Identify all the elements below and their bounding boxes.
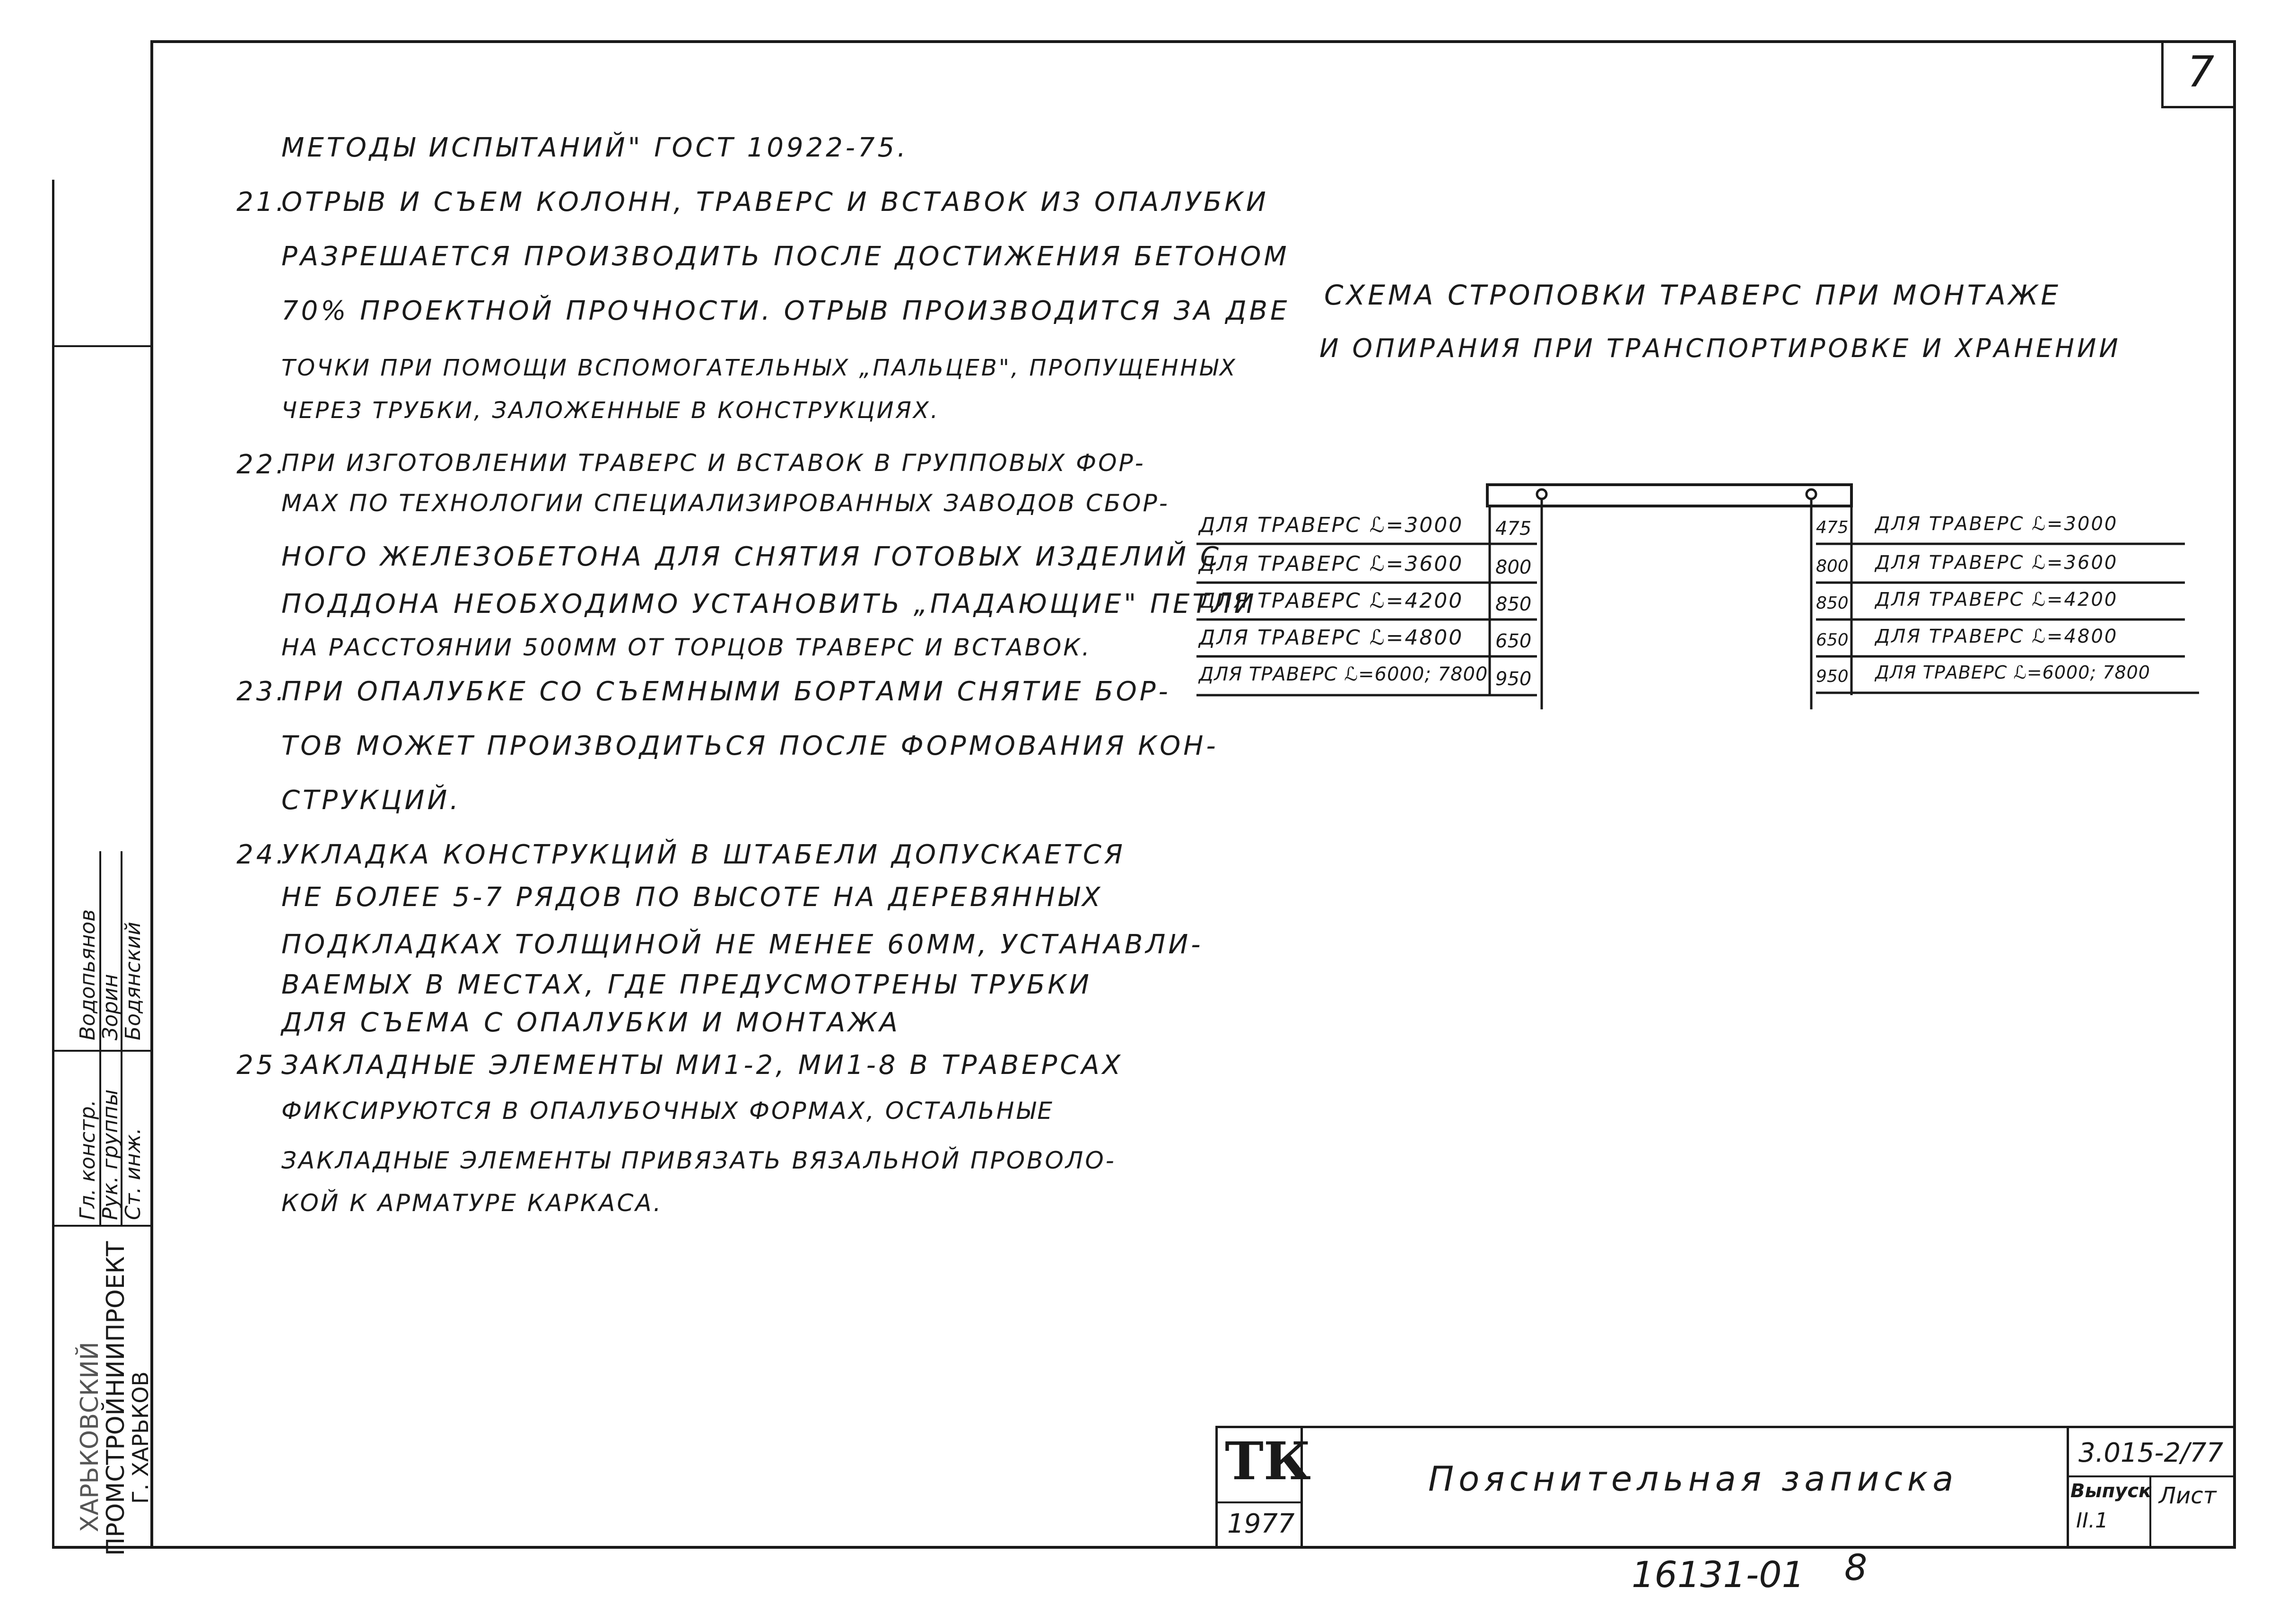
right-row-value-1: 475: [1816, 518, 1849, 537]
side-role-1: Гл. констр.: [76, 1099, 100, 1220]
title-block-top: [1215, 1426, 2235, 1428]
page-number: 7: [2187, 47, 2215, 97]
title-block-left: [1215, 1426, 1218, 1548]
title-block-sheet-label: Лист: [2159, 1483, 2217, 1509]
right-row-label-3: ДЛЯ ТРАВЕРС ℒ=4200: [1875, 589, 2118, 611]
right-row-label-1: ДЛЯ ТРАВЕРС ℒ=3000: [1875, 513, 2118, 535]
note-22-line-5: НА РАССТОЯНИИ 500ММ ОТ ТОРЦОВ ТРАВЕРС И ВСТАВОК.: [281, 634, 1091, 661]
note-24-line-4: ВАЕМЫХ В МЕСТАХ, ГДЕ ПРЕДУСМОТРЕНЫ ТРУБКИ: [281, 969, 1092, 1000]
title-block-code: 3.015-2/77: [2078, 1438, 2224, 1468]
right-row-label-4: ДЛЯ ТРАВЕРС ℒ=4800: [1875, 626, 2118, 647]
note-21-line-3: 70% ПРОЕКТНОЙ ПРОЧНОСТИ. ОТРЫВ ПРОИЗВОДИТСЯ ЗА ДВЕ: [281, 296, 1290, 326]
scheme-title-line2: И ОПИРАНИЯ ПРИ ТРАНСПОРТИРОВКЕ И ХРАНЕНИИ: [1319, 333, 2121, 363]
left-row-value-1: 475: [1495, 518, 1532, 540]
left-row-label-1: ДЛЯ ТРАВЕРС ℒ=3000: [1199, 513, 1464, 537]
note-24-line-5: ДЛЯ СЪЕМА С ОПАЛУБКИ И МОНТАЖА: [281, 1007, 900, 1038]
note-number-21: 21.: [236, 187, 288, 218]
side-org-line3: Г. ХАРЬКОВ: [128, 1371, 153, 1504]
title-block-code-sep: [2067, 1426, 2069, 1548]
right-row-value-3: 850: [1816, 593, 1849, 613]
note-25-line-3: ЗАКЛАДНЫЕ ЭЛЕМЕНТЫ ПРИВЯЗАТЬ ВЯЗАЛЬНОЙ ПРОВОЛО-: [281, 1147, 1116, 1174]
side-role-2: Рук. группы: [98, 1089, 122, 1220]
notes-intro: МЕТОДЫ ИСПЫТАНИЙ" ГОСТ 10922-75.: [281, 132, 909, 163]
title-block-issue-value: II.1: [2076, 1509, 2108, 1533]
note-number-22: 22.: [236, 449, 288, 480]
note-24-line-1: УКЛАДКА КОНСТРУКЦИЙ В ШТАБЕЛИ ДОПУСКАЕТСЯ: [281, 839, 1126, 870]
left-row-value-5: 950: [1495, 668, 1532, 690]
left-row-label-3: ДЛЯ ТРАВЕРС ℒ=4200: [1199, 589, 1464, 613]
note-22-line-4: ПОДДОНА НЕОБХОДИМО УСТАНОВИТЬ „ПАДАЮЩИЕ" ПЕТЛИ: [281, 589, 1257, 619]
note-23-line-3: СТРУКЦИЙ.: [281, 785, 462, 816]
title-block-year: 1977: [1227, 1509, 1295, 1539]
right-row-value-2: 800: [1816, 557, 1849, 576]
note-22-line-1: ПРИ ИЗГОТОВЛЕНИИ ТРАВЕРС И ВСТАВОК В ГРУППОВЫХ ФОР-: [281, 449, 1145, 477]
side-name-2: Зорин: [98, 974, 122, 1040]
right-row-label-5: ДЛЯ ТРАВЕРС ℒ=6000; 7800: [1875, 662, 2150, 683]
note-25-line-2: ФИКСИРУЮТСЯ В ОПАЛУБОЧНЫХ ФОРМАХ, ОСТАЛЬНЫЕ: [281, 1097, 1054, 1125]
note-24-line-3: ПОДКЛАДКАХ ТОЛЩИНОЙ НЕ МЕНЕЕ 60ММ, УСТАНАВЛИ-: [281, 929, 1204, 960]
note-21-line-2: РАЗРЕШАЕТСЯ ПРОИЗВОДИТЬ ПОСЛЕ ДОСТИЖЕНИЯ БЕТОНОМ: [281, 241, 1290, 272]
note-23-line-1: ПРИ ОПАЛУБКЕ СО СЪЕМНЫМИ БОРТАМИ СНЯТИЕ БОР-: [281, 676, 1171, 707]
title-block-title: Пояснительная записка: [1428, 1459, 1958, 1499]
side-role-3: Ст. инж.: [121, 1127, 145, 1220]
note-21-line-1: ОТРЫВ И СЪЕМ КОЛОНН, ТРАВЕРС И ВСТАВОК ИЗ ОПАЛУБКИ: [281, 187, 1269, 218]
note-number-24: 24.: [236, 839, 288, 870]
note-22-line-3: НОГО ЖЕЛЕЗОБЕТОНА ДЛЯ СНЯТИЯ ГОТОВЫХ ИЗДЕЛИЙ С: [281, 541, 1222, 572]
note-number-23: 23.: [236, 676, 288, 707]
note-22-line-2: МАХ ПО ТЕХНОЛОГИИ СПЕЦИАЛИЗИРОВАННЫХ ЗАВОДОВ СБОР-: [281, 489, 1170, 517]
note-21-line-4: ТОЧКИ ПРИ ПОМОЩИ ВСПОМОГАТЕЛЬНЫХ „ПАЛЬЦЕВ", ПРОПУЩЕННЫХ: [281, 355, 1237, 381]
note-number-25: 25: [236, 1050, 276, 1081]
left-row-value-3: 850: [1495, 593, 1532, 615]
left-row-label-4: ДЛЯ ТРАВЕРС ℒ=4800: [1199, 626, 1464, 650]
footer-code: 16131-01: [1632, 1553, 1805, 1596]
title-block-logo: ТК: [1225, 1431, 1311, 1492]
note-23-line-2: ТОВ МОЖЕТ ПРОИЗВОДИТЬСЯ ПОСЛЕ ФОРМОВАНИЯ КОН-: [281, 731, 1219, 761]
side-name-3: Бодянский: [121, 922, 145, 1040]
left-row-label-2: ДЛЯ ТРАВЕРС ℒ=3600: [1199, 552, 1464, 576]
left-row-label-5: ДЛЯ ТРАВЕРС ℒ=6000; 7800: [1199, 663, 1488, 685]
right-row-label-2: ДЛЯ ТРАВЕРС ℒ=3600: [1875, 552, 2118, 574]
right-row-value-5: 950: [1816, 667, 1849, 686]
note-21-line-5: ЧЕРЕЗ ТРУБКИ, ЗАЛОЖЕННЫЕ В КОНСТРУКЦИЯХ.: [281, 397, 940, 424]
sling-point-left: [1537, 489, 1546, 499]
left-row-value-2: 800: [1495, 557, 1532, 578]
title-block-logo-hsep: [1215, 1501, 1302, 1503]
footer-sheet: 8: [1844, 1546, 1868, 1588]
side-name-1: Водопьянов: [76, 909, 100, 1040]
side-org-line2: ПРОМСТРОЙНИИПРОЕКТ: [102, 1241, 130, 1556]
note-24-line-2: НЕ БОЛЕЕ 5-7 РЯДОВ ПО ВЫСОТЕ НА ДЕРЕВЯННЫХ: [281, 882, 1103, 913]
left-row-value-4: 650: [1495, 630, 1532, 652]
scheme-title-line1: СХЕМА СТРОПОВКИ ТРАВЕРС ПРИ МОНТАЖЕ: [1324, 279, 2061, 311]
note-25-line-1: ЗАКЛАДНЫЕ ЭЛЕМЕНТЫ МИ1-2, МИ1-8 В ТРАВЕРСАХ: [281, 1050, 1124, 1081]
side-org-line1: ХАРЬКОВСКИЙ: [76, 1342, 104, 1532]
sling-point-right: [1807, 489, 1816, 499]
note-25-line-4: КОЙ К АРМАТУРЕ КАРКАСА.: [281, 1189, 663, 1217]
right-row-value-4: 650: [1816, 630, 1849, 650]
title-block-issue-label: Выпуск: [2070, 1480, 2152, 1502]
